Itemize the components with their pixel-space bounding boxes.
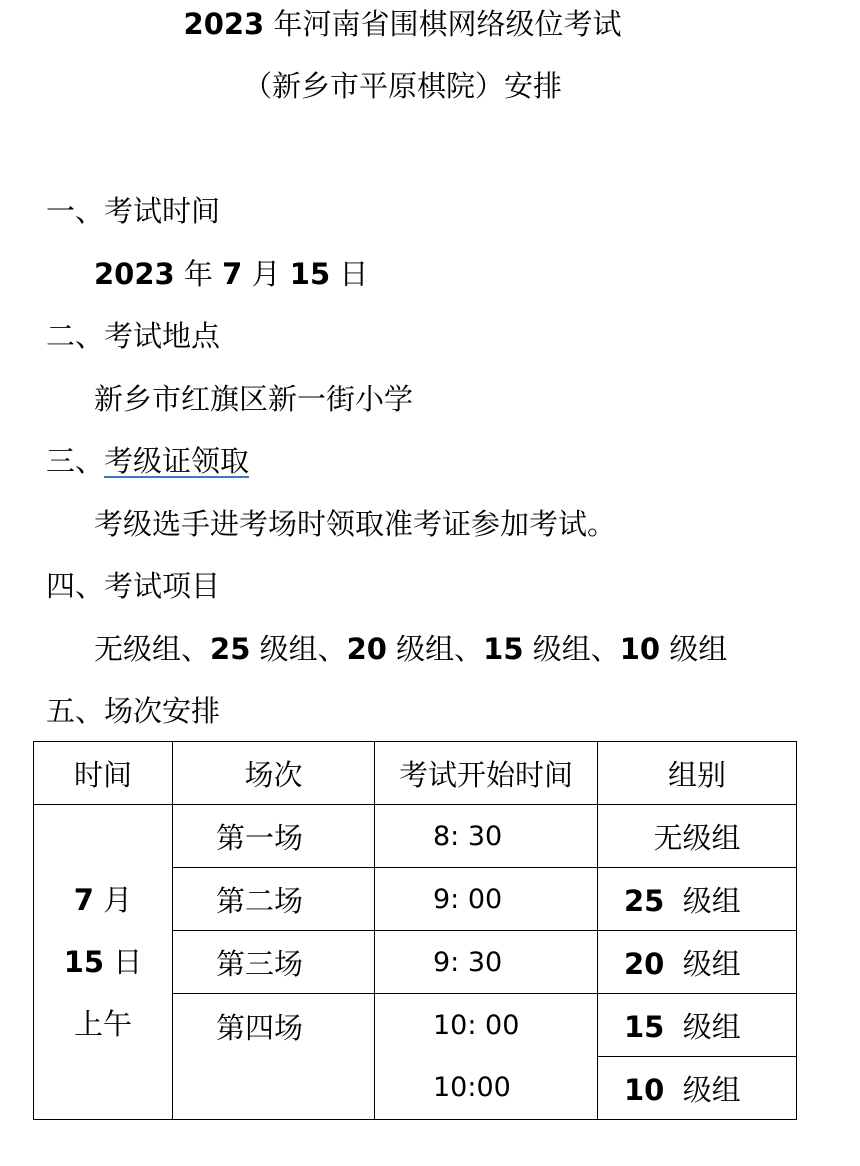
group-cell — [598, 994, 797, 1057]
title-year: 2023 — [183, 7, 265, 41]
exam-items — [94, 629, 727, 669]
month-unit: 月 — [93, 883, 133, 917]
session-cell: 第一场 — [173, 805, 375, 868]
group-cell — [598, 805, 797, 868]
date-day: 15 — [289, 257, 331, 291]
item-num: 10 — [619, 632, 661, 666]
page-title-line1 — [0, 4, 805, 44]
table-row — [34, 805, 797, 868]
item-text: 级组、 — [386, 632, 484, 666]
header-start-time: 考试开始时间 — [375, 742, 598, 805]
item-text: 级组、 — [250, 632, 347, 666]
day-num: 15 — [63, 945, 105, 979]
start-time-cell: 9: 00 — [375, 868, 598, 931]
certificate-note: 考级选手进考场时领取准考证参加考试。 — [94, 507, 617, 541]
session-cell: 第三场 — [173, 931, 375, 994]
session-cell: 第四场 — [173, 994, 375, 1120]
time-cell — [34, 805, 173, 1120]
month-num: 7 — [73, 883, 94, 917]
item-text: 级组 — [660, 632, 728, 666]
exam-date — [94, 254, 368, 294]
section-heading-exam-items: 四、考试项目 — [46, 569, 221, 603]
item-num: 20 — [346, 632, 387, 666]
section-heading-schedule: 五、场次安排 — [46, 694, 221, 728]
certificate-link[interactable]: 考级证领取 — [104, 444, 250, 478]
date-month-unit: 月 — [242, 257, 290, 291]
header-session: 场次 — [173, 742, 375, 805]
start-time-cell: 10: 00 — [375, 994, 598, 1057]
time-month — [34, 869, 172, 931]
group-num: 25 — [624, 883, 665, 918]
group-cell — [598, 868, 797, 931]
table-header-row — [34, 742, 797, 805]
session-cell: 第二场 — [173, 868, 375, 931]
item-num: 15 — [483, 632, 524, 666]
header-group: 组别 — [598, 742, 797, 805]
time-period: 上午 — [73, 1007, 132, 1041]
group-cell — [598, 1057, 797, 1120]
group-cell — [598, 931, 797, 994]
schedule-table — [33, 741, 797, 1120]
group-text: 级组 — [664, 883, 741, 918]
section-heading-exam-time: 一、考试时间 — [46, 194, 221, 228]
group-text: 级组 — [664, 1072, 741, 1107]
group-num: 15 — [624, 1009, 665, 1044]
group-num: 10 — [624, 1072, 665, 1107]
start-time-cell: 10:00 — [375, 1057, 598, 1120]
section-heading-certificate — [46, 441, 249, 481]
exam-location: 新乡市红旗区新一街小学 — [94, 382, 414, 416]
section-heading-exam-location: 二、考试地点 — [46, 319, 221, 353]
item-text: 无级组、 — [94, 632, 211, 666]
date-year-unit: 年 — [174, 257, 223, 291]
time-day — [34, 931, 172, 993]
date-day-unit: 日 — [330, 257, 369, 291]
date-month: 7 — [222, 257, 243, 291]
item-num: 25 — [210, 632, 251, 666]
heading-prefix: 三、 — [46, 444, 105, 478]
title-text: 年河南省围棋网络级位考试 — [264, 7, 622, 41]
day-unit: 日 — [104, 945, 143, 979]
group-text: 无级组 — [653, 820, 741, 855]
page-title-line2: （新乡市平原棋院）安排 — [242, 69, 562, 103]
item-text: 级组、 — [523, 632, 620, 666]
start-time-cell: 9: 30 — [375, 931, 598, 994]
header-time: 时间 — [34, 742, 173, 805]
group-text: 级组 — [664, 1009, 741, 1044]
start-time-cell: 8: 30 — [375, 805, 598, 868]
group-num: 20 — [624, 946, 665, 981]
date-year: 2023 — [94, 257, 175, 291]
group-text: 级组 — [664, 946, 741, 981]
